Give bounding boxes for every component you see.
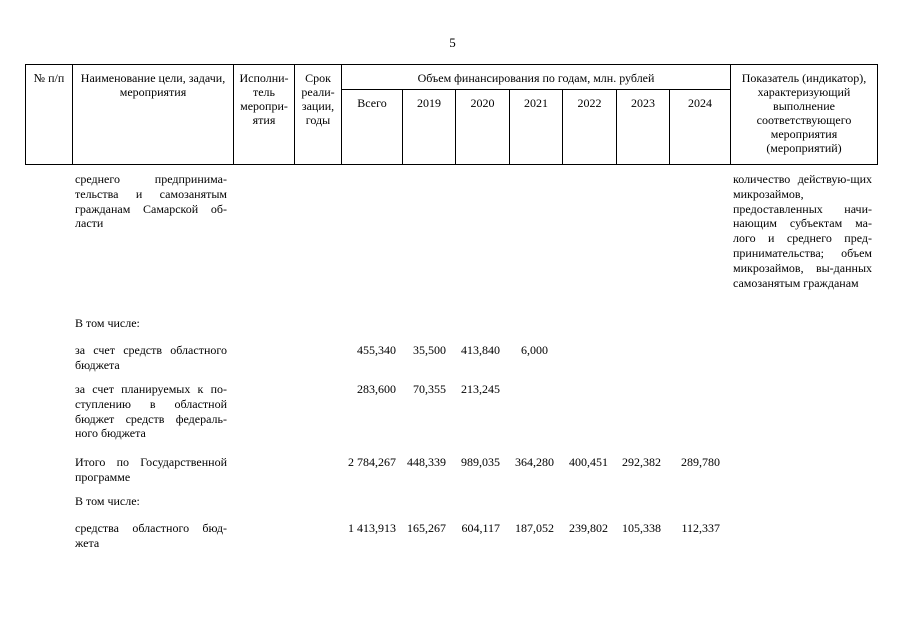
row-value-2020: 213,245 — [461, 382, 500, 396]
row-value-2024: 112,337 — [681, 521, 720, 535]
row-value-2019: 70,355 — [413, 382, 446, 396]
row-value-2021: 6,000 — [521, 343, 548, 357]
row-value-2020: 989,035 — [461, 455, 500, 469]
row-value-2019: 35,500 — [413, 343, 446, 357]
row-value-2023: 105,338 — [622, 521, 661, 535]
row-value-2020: 413,840 — [461, 343, 500, 357]
row-total: 455,340 — [357, 343, 396, 357]
row-label: В том числе: — [75, 494, 140, 508]
header-year-2019: 2019 — [403, 90, 456, 165]
row-total: 1 413,913 — [348, 521, 396, 535]
row-label: В том числе: — [75, 316, 140, 330]
header-volume-col: Объем финансирования по годам, млн. рублей — [342, 65, 731, 90]
row-value-2019: 165,267 — [407, 521, 446, 535]
row-value-2021: 364,280 — [515, 455, 554, 469]
header-term-col: Срок реали-зации, годы — [295, 65, 342, 165]
header-name-col: Наименование цели, задачи, мероприятия — [73, 65, 234, 165]
header-year-2023: 2023 — [617, 90, 670, 165]
row-total: 2 784,267 — [348, 455, 396, 469]
row-value-2019: 448,339 — [407, 455, 446, 469]
header-executor-col: Исполни-тель меропри-ятия — [234, 65, 295, 165]
header-year-2020: 2020 — [456, 90, 510, 165]
header-year-2021: 2021 — [510, 90, 563, 165]
page-number: 5 — [449, 35, 456, 50]
header-indicator-col: Показатель (индикатор), характеризующий выполнение соответствующего мероприятия (мероприятий) — [731, 65, 878, 165]
row-value-2022: 239,802 — [569, 521, 608, 535]
row-label: Итого по Государственной программе — [75, 455, 227, 484]
header-num-col: № п/п — [26, 65, 73, 165]
header-table — [25, 64, 878, 165]
continuation-indicator: количество действую-щих микрозаймов, предоставленных начи-нающим субъектам ма-лого и среднего пред-принимательства; объем микрозаймов, вы-данных самозанятым гражданам — [733, 172, 872, 290]
row-value-2022: 400,451 — [569, 455, 608, 469]
continuation-name: среднего предпринима-тельства и самозанятым гражданам Самарской об-ласти — [75, 172, 227, 231]
row-label: за счет средств областного бюджета — [75, 343, 227, 372]
row-value-2024: 289,780 — [681, 455, 720, 469]
row-value-2020: 604,117 — [461, 521, 500, 535]
header-year-2022: 2022 — [563, 90, 617, 165]
header-total-col: Всего — [342, 90, 403, 165]
row-label: за счет планируемых к по-ступлению в областной бюджет средств федераль-ного бюджета — [75, 382, 227, 441]
row-label: средства областного бюд-жета — [75, 521, 227, 550]
row-total: 283,600 — [357, 382, 396, 396]
row-value-2021: 187,052 — [515, 521, 554, 535]
header-year-2024: 2024 — [670, 90, 731, 165]
row-value-2023: 292,382 — [622, 455, 661, 469]
